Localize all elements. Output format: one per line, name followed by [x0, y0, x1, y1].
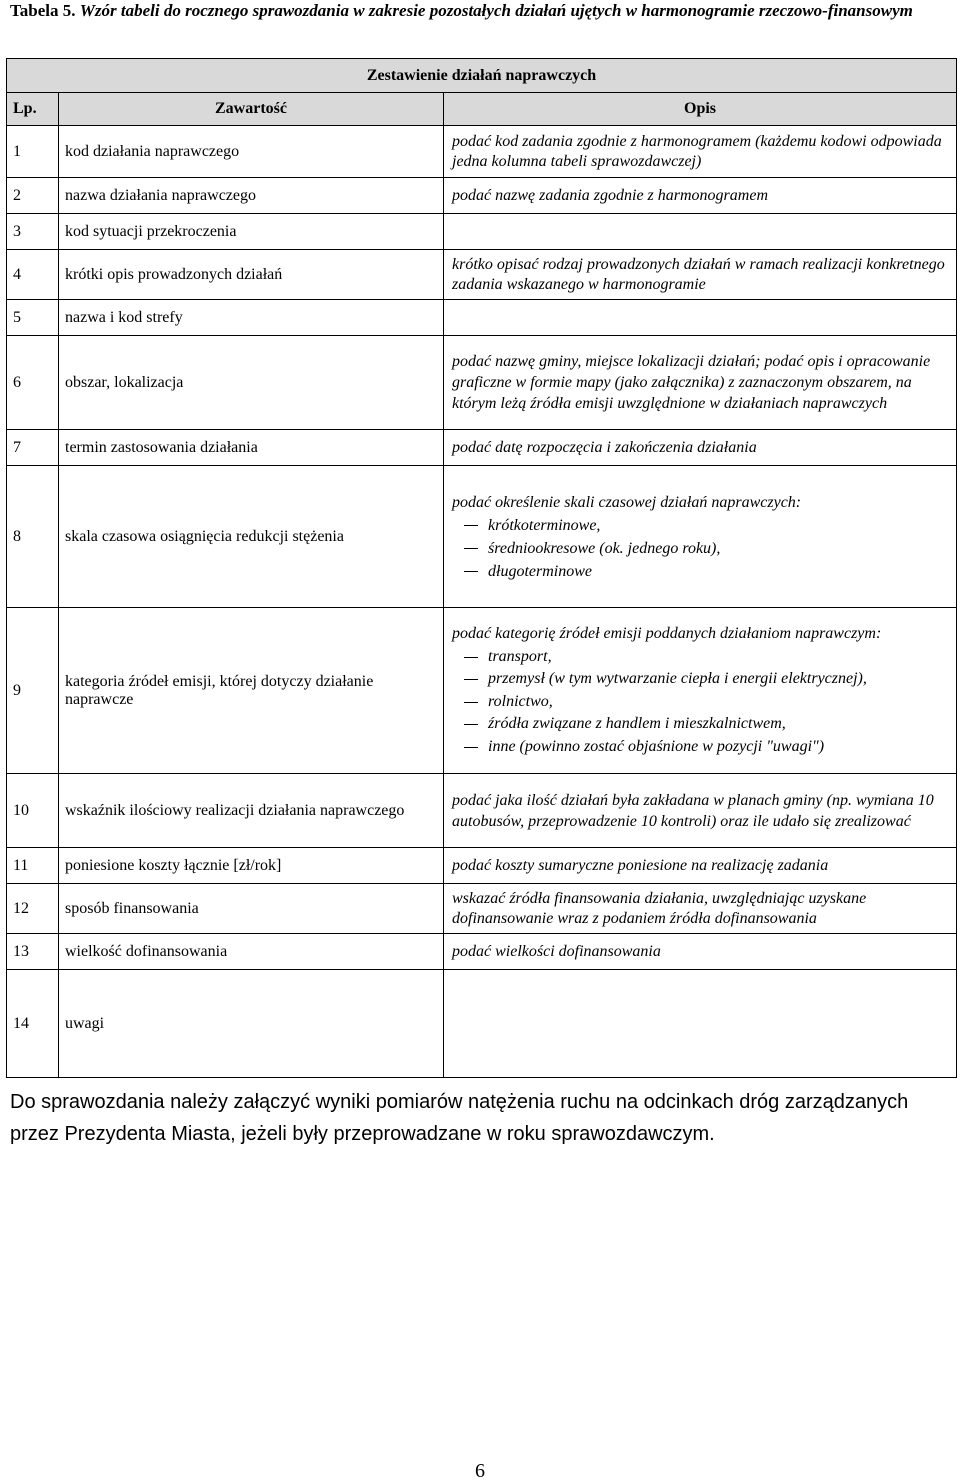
row-content: kod działania naprawczego	[59, 126, 444, 178]
row-content: wielkość dofinansowania	[59, 934, 444, 970]
row-number: 12	[7, 884, 59, 934]
table-row	[7, 336, 957, 430]
row-number: 4	[7, 250, 59, 300]
table-row	[7, 774, 957, 848]
table-row	[7, 300, 957, 336]
table-row	[7, 430, 957, 466]
row-number: 9	[7, 608, 59, 774]
row-description: wskazać źródła finansowania działania, uwzględniając uzyskane dofinansowanie wraz z podaniem źródła dofinansowania	[444, 884, 957, 934]
row-description: podać koszty sumaryczne poniesione na realizację zadania	[444, 848, 957, 884]
table-row	[7, 970, 957, 1078]
row-number: 2	[7, 178, 59, 214]
row-content: kod sytuacji przekroczenia	[59, 214, 444, 250]
list-item: źródła związane z handlem i mieszkalnictwem,	[452, 713, 950, 736]
list-item: przemysł (w tym wytwarzanie ciepła i energii elektrycznej),	[452, 668, 950, 691]
header-content: Zawartość	[59, 93, 444, 126]
list-item: rolnictwo,	[452, 691, 950, 714]
row-content: uwagi	[59, 970, 444, 1078]
description-intro: podać określenie skali czasowej działań naprawczych:	[452, 493, 802, 511]
row-description	[444, 608, 957, 774]
row-description: podać datę rozpoczęcia i zakończenia działania	[444, 430, 957, 466]
row-number: 10	[7, 774, 59, 848]
table-row	[7, 934, 957, 970]
table-row	[7, 608, 957, 774]
list-item: średniookresowe (ok. jednego roku),	[452, 537, 950, 560]
section-title-row	[7, 59, 957, 93]
section-title: Zestawienie działań naprawczych	[7, 59, 957, 93]
row-description: krótko opisać rodzaj prowadzonych działań w ramach realizacji konkretnego zadania wskazanego w harmonogramie	[444, 250, 957, 300]
list-item: krótkoterminowe,	[452, 514, 950, 537]
row-number: 8	[7, 466, 59, 608]
list-item: transport,	[452, 646, 950, 669]
row-number: 3	[7, 214, 59, 250]
row-number: 13	[7, 934, 59, 970]
row-number: 5	[7, 300, 59, 336]
row-number: 11	[7, 848, 59, 884]
row-number: 1	[7, 126, 59, 178]
row-description: podać kod zadania zgodnie z harmonogramem (każdemu kodowi odpowiada jedna kolumna tabeli sprawozdawczej)	[444, 126, 957, 178]
page-number: 6	[475, 1460, 485, 1482]
row-description: podać wielkości dofinansowania	[444, 934, 957, 970]
row-description	[444, 214, 957, 250]
remedial-actions-table	[6, 58, 957, 1078]
table-row	[7, 214, 957, 250]
row-content: sposób finansowania	[59, 884, 444, 934]
table-row	[7, 884, 957, 934]
row-content: obszar, lokalizacja	[59, 336, 444, 430]
list-item: długoterminowe	[452, 560, 950, 583]
row-content: nazwa i kod strefy	[59, 300, 444, 336]
row-description: podać nazwę gminy, miejsce lokalizacji działań; podać opis i opracowanie graficzne w formie mapy (jako załącznika) z zaznaczonym obszarem, na którym leżą źródła emisji uwzględnione w działaniach naprawczych	[444, 336, 957, 430]
row-number: 7	[7, 430, 59, 466]
row-content: skala czasowa osiągnięcia redukcji stężenia	[59, 466, 444, 608]
list-item: inne (powinno zostać objaśnione w pozycji "uwagi")	[452, 736, 950, 759]
row-content: wskaźnik ilościowy realizacji działania naprawczego	[59, 774, 444, 848]
row-description: podać jaka ilość działań była zakładana w planach gminy (np. wymiana 10 autobusów, przeprowadzenie 10 kontroli) oraz ile udało się zrealizować	[444, 774, 957, 848]
header-row	[7, 93, 957, 126]
row-content: termin zastosowania działania	[59, 430, 444, 466]
row-description: podać nazwę zadania zgodnie z harmonogramem	[444, 178, 957, 214]
table-row	[7, 848, 957, 884]
header-lp: Lp.	[7, 93, 59, 126]
row-content: kategoria źródeł emisji, której dotyczy działanie naprawcze	[59, 608, 444, 774]
note-text: Do sprawozdania należy załączyć wyniki pomiarów natężenia ruchu na odcinkach dróg zarządzanych przez Prezydenta Miasta, jeżeli były przeprowadzane w roku sprawozdawczym.	[10, 1091, 909, 1145]
row-number: 14	[7, 970, 59, 1078]
caption-label: Tabela 5.	[10, 1, 76, 20]
table-row	[7, 466, 957, 608]
table-row	[7, 126, 957, 178]
row-content: nazwa działania naprawczego	[59, 178, 444, 214]
row-content: krótki opis prowadzonych działań	[59, 250, 444, 300]
row-number: 6	[7, 336, 59, 430]
row-content: poniesione koszty łącznie [zł/rok]	[59, 848, 444, 884]
header-description: Opis	[444, 93, 957, 126]
description-intro: podać kategorię źródeł emisji poddanych działaniom naprawczym:	[452, 625, 882, 642]
table-caption	[10, 0, 955, 22]
table-row	[7, 250, 957, 300]
caption-title: Wzór tabeli do rocznego sprawozdania w zakresie pozostałych działań ujętych w harmonogramie rzeczowo-finansowym	[79, 1, 913, 20]
table-row	[7, 178, 957, 214]
row-description	[444, 970, 957, 1078]
row-description	[444, 300, 957, 336]
row-description	[444, 466, 957, 608]
